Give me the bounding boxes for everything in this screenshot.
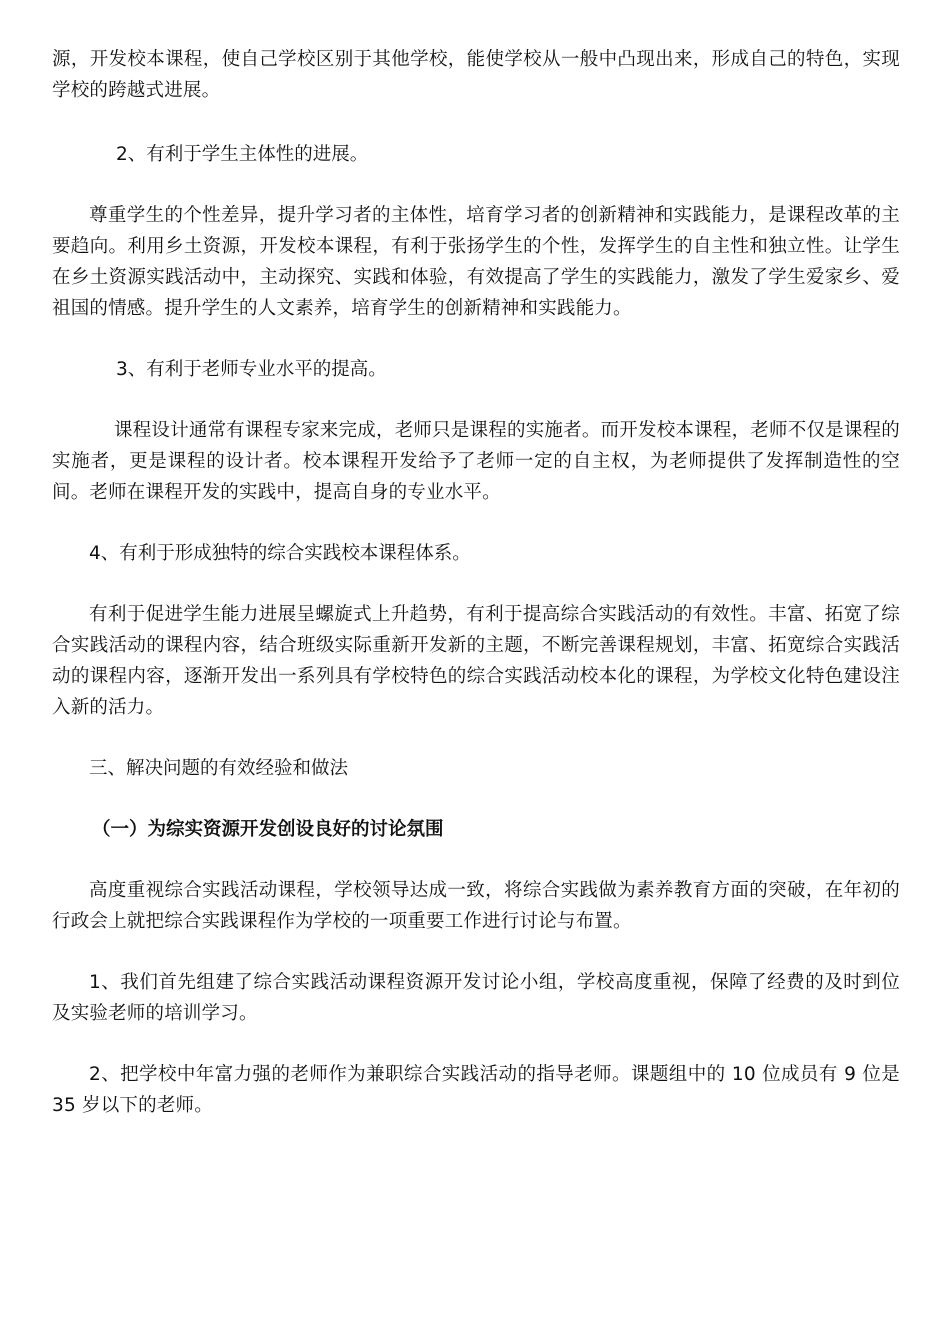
document-page bbox=[52, 44, 900, 1151]
paragraph-teacher-professional: 课程设计通常有课程专家来完成，老师只是课程的实施者。而开发校本课程，老师不仅是课程的实施者，更是课程的设计者。校本课程开发给予了老师一定的自主权，为老师提供了发挥制造性的空间。老师在课程开发的实践中，提高自身的专业水平。 bbox=[52, 420, 900, 503]
bold-subheading-1: （一）为综实资源开发创设良好的讨论氛围 bbox=[92, 819, 444, 840]
paragraph-item-2: 2、把学校中年富力强的老师作为兼职综合实践活动的指导老师。课题组中的 10 位成员有 9 位是 35 岁以下的老师。 bbox=[52, 1064, 900, 1116]
paragraph-item-1: 1、我们首先组建了综合实践活动课程资源开发讨论小组，学校高度重视，保障了经费的及时到位及实验老师的培训学习。 bbox=[52, 972, 900, 1024]
paragraph-curriculum-system: 有利于促进学生能力进展呈螺旋式上升趋势，有利于提高综合实践活动的有效性。丰富、拓宽了综合实践活动的课程内容，结合班级实际重新开发新的主题，不断完善课程规划，丰富、拓宽综合实践活动的课程内容，逐渐开发出一系列具有学校特色的综合实践活动校本化的课程，为学校文化特色建设注入新的活力。 bbox=[52, 604, 900, 718]
paragraph-continuation: 源，开发校本课程，使自己学校区别于其他学校，能使学校从一般中凸现出来，形成自己的特色，实现学校的跨越式进展。 bbox=[52, 49, 900, 101]
paragraph-student-subjectivity: 尊重学生的个性差异，提升学习者的主体性，培育学习者的创新精神和实践能力，是课程改革的主要趋向。利用乡土资源，开发校本课程，有利于张扬学生的个性，发挥学生的自主性和独立性。让学生在乡土资源实践活动中，主动探究、实践和体验，有效提高了学生的实践能力，激发了学生爱家乡、爱祖国的情感。提升学生的人文素养，培育学生的创新精神和实践能力。 bbox=[52, 205, 900, 319]
subheading-2: 2、有利于学生主体性的进展。 bbox=[116, 144, 369, 165]
subheading-4: 4、有利于形成独特的综合实践校本课程体系。 bbox=[89, 543, 471, 564]
paragraph-leadership: 高度重视综合实践活动课程，学校领导达成一致，将综合实践做为素养教育方面的突破，在年初的行政会上就把综合实践课程作为学校的一项重要工作进行讨论与布置。 bbox=[52, 880, 900, 932]
section-heading-3: 三、解决问题的有效经验和做法 bbox=[89, 758, 349, 779]
subheading-3: 3、有利于老师专业水平的提高。 bbox=[116, 359, 387, 380]
